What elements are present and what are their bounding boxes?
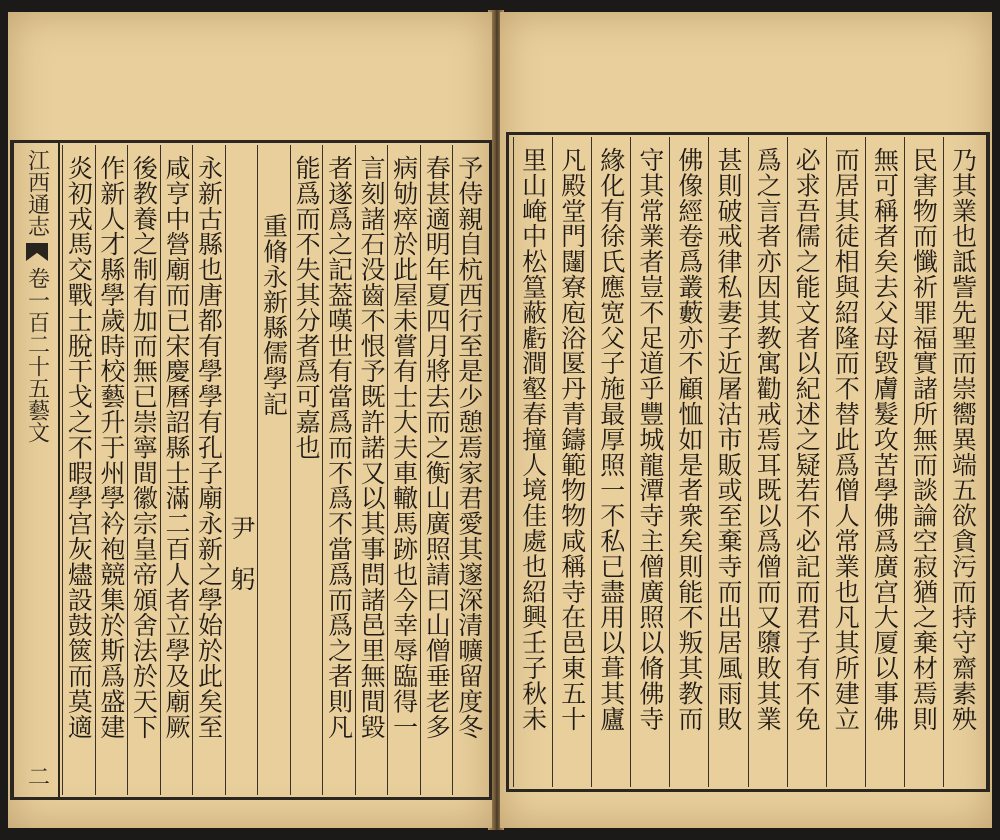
fold-margin-section: 藝文 (24, 399, 50, 443)
essay-author-column (225, 145, 258, 795)
right-text-columns (513, 137, 982, 787)
text-column: 病劬瘁於此屋未嘗有士大夫車轍馬跡也今幸辱臨得一 (387, 145, 420, 795)
left-text-columns (62, 145, 485, 795)
text-column: 佛像經卷爲叢藪亦不顧恤如是者衆矣則能不叛其教而 (669, 137, 708, 787)
essay-author: 尹 躬 (227, 515, 257, 592)
text-column: 凡殿堂門闥寮庖浴匽丹青鑄範物物咸稱寺在邑東五十 (552, 137, 591, 787)
text-column: 咸亨中營廟而已宋慶曆詔縣士滿二百人者立學及廟厥 (160, 145, 193, 795)
text-column: 春甚適明年夏四月將去而之衡山廣照請曰山僧垂老多 (420, 145, 453, 795)
essay-title: 重脩永新縣儒學記 (257, 145, 290, 795)
right-page (500, 12, 992, 828)
text-column: 爲之言者亦因其教寓勸戒焉耳既以爲僧而又隳敗其業 (748, 137, 787, 787)
text-column: 里山崦中松篁蔽虧澗壑春撞人境佳處也紹興壬子秋未 (513, 137, 552, 787)
text-column: 必求吾儒之能文者以紀述之疑若不必記而君子有不免 (787, 137, 826, 787)
left-page (8, 12, 492, 828)
text-column: 而居其徒相與紹隆而不替此爲僧人常業也凡其所建立 (826, 137, 865, 787)
text-column: 能爲而不失其分者爲可嘉也 (290, 145, 323, 795)
fold-margin-volume: 卷一百二十五 (24, 267, 50, 399)
text-column: 守其常業者豈不足道乎豐城龍潭寺主僧廣照以脩佛寺 (630, 137, 669, 787)
text-column: 民害物而懺祈罪福實諸所無而談論空寂猶之棄材焉則 (904, 137, 943, 787)
text-column: 緣化有徐氏應宽父子施最厚照一不私已盡用以葺其廬 (591, 137, 630, 787)
fish-tail-icon (26, 243, 48, 261)
fold-margin (16, 143, 60, 797)
fold-margin-page-number: 二 (24, 765, 50, 787)
text-column: 甚則破戒律私妻子近屠沽市販或至棄寺而出居風雨敗 (708, 137, 747, 787)
text-column: 炎初戎馬交戰士脫干戈之不暇學宫灰燼設鼓篋而莫適 (62, 145, 95, 795)
left-text-frame (10, 140, 492, 800)
text-column: 永新古縣也唐都有學學有孔子廟永新之學始於此矣至 (192, 145, 225, 795)
text-column: 作新人才縣學歲時校藝升于州學衿袍競集於斯爲盛建 (95, 145, 128, 795)
fold-margin-title: 江西通志 (24, 149, 50, 237)
text-column: 無可稱者矣去父母毀膚髮攻苦學佛爲廣宫大厦以事佛 (865, 137, 904, 787)
right-text-frame (506, 132, 990, 792)
text-column: 言刻諸石没齒不恨予既許諾又以其事問諸邑里無間毀 (355, 145, 388, 795)
text-column: 乃其業也詆訾先聖而崇嚮異端五欲貪污而持守齋素殃 (943, 137, 982, 787)
text-column: 予侍親自杭西行至是少憩焉家君愛其邃深清曠留度冬 (452, 145, 485, 795)
text-column: 後教養之制有加而無已崇寧間徽宗皇帝頒舍法於天下 (127, 145, 160, 795)
text-column: 者遂爲之記葢嘆世有當爲而不爲不當爲而爲之者則凡 (322, 145, 355, 795)
